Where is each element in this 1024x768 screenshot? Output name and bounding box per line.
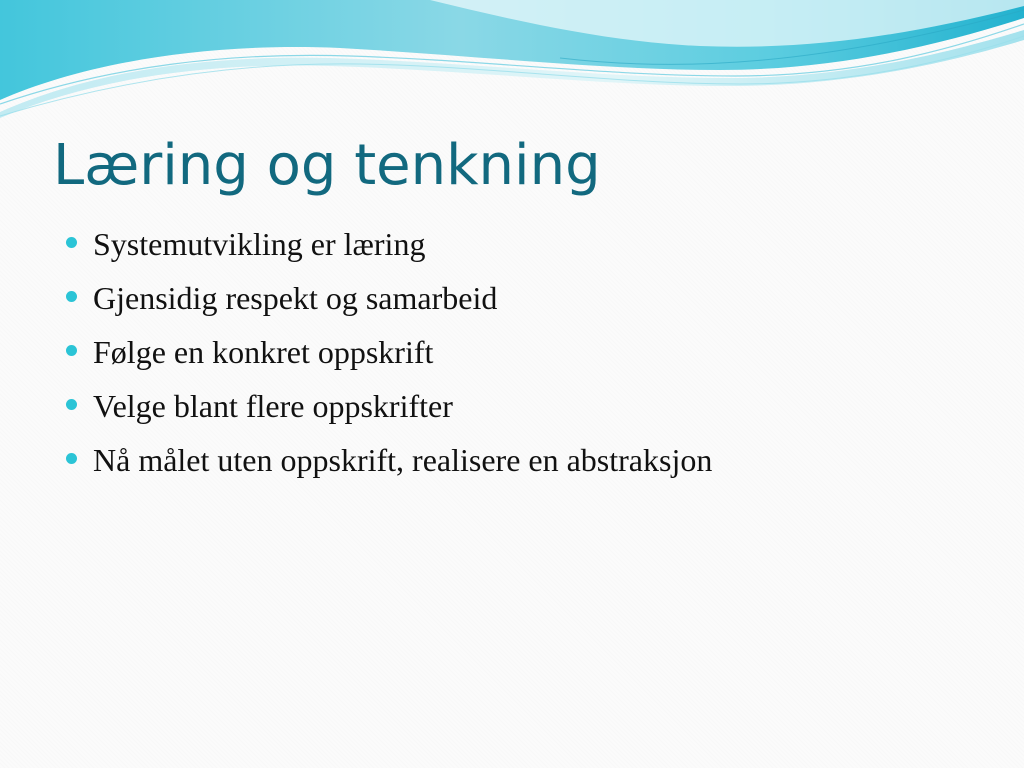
bullet-item — [64, 330, 712, 384]
bullet-text: Velge blant flere oppskrifter — [93, 388, 453, 424]
bullet-item — [64, 438, 712, 492]
bullet-item — [64, 384, 712, 438]
bullet-dot-icon — [66, 291, 77, 302]
bullet-text: Gjensidig respekt og samarbeid — [93, 280, 498, 316]
bullet-item — [64, 276, 712, 330]
bullet-text: Nå målet uten oppskrift, realisere en abstraksjon — [93, 442, 713, 478]
header-wave-decoration — [0, 0, 1024, 130]
bullet-dot-icon — [66, 237, 77, 248]
bullet-dot-icon — [66, 399, 77, 410]
bullet-dot-icon — [66, 453, 77, 464]
bullet-dot-icon — [66, 345, 77, 356]
slide-title: Læring og tenkning — [53, 133, 601, 198]
bullet-text: Systemutvikling er læring — [93, 226, 426, 262]
bullet-item — [64, 222, 712, 276]
bullet-text: Følge en konkret oppskrift — [93, 334, 434, 370]
bullet-list — [64, 222, 712, 492]
